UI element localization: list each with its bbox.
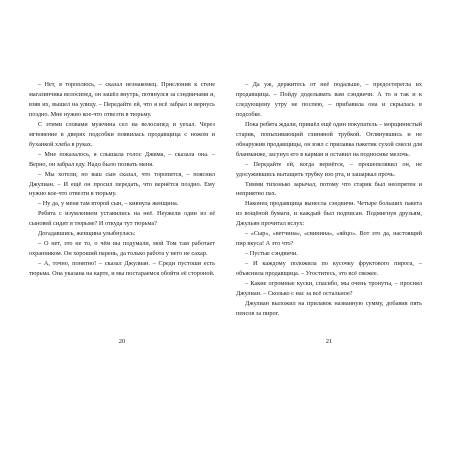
paragraph: – Ну да, у меня там второй сын, – кивнула женщина.	[38, 200, 179, 208]
left-page	[29, 80, 215, 435]
paragraph: – Какие огромные куски, спасибо, мы очень тронуты, – просиял Джулиан. – Сколько с нас за всё остальное?	[236, 280, 422, 298]
paragraph: – «Сыр», «ветчина», «свинина», «яйцо». Вот это да, настоящий пир вкуса! А это что?	[236, 230, 422, 248]
paragraph: – Мне показалось, я слышала голос Джима, – сказала она. – Верно, он забрал еду. Надо было позвать меня.	[29, 150, 215, 168]
paragraph: – И каждому положила по кусочку фруктового пирога, – объяснила продавщица. – Угоститесь, это всё свежее.	[236, 260, 422, 278]
paragraph: – Да уж, держитесь от неё подальше, – предостерегла их продавщица. – Пойду доделывать вам сэндвичи. А то я так и к следующему утру не поспею, – прибавила она и скрылась в подсобке.	[236, 81, 422, 118]
paragraph: Пока ребята ждали, пришёл ещё один покупатель – морщинистый старик, попыхивающий глиняной трубкой. Оглянувшись и не обнаружив продавщицы, он взял с прилавка пакетик сухой смеси для бланманже, засунул его в карман и оставил на подносике мелочь.	[236, 120, 422, 158]
right-page-text	[236, 80, 422, 319]
paragraph: – А, точно, понятно! – сказал Джулиан. – Среди пустоши есть тюрьма. Она указана на карте, и мы постараемся обойти её стороной.	[29, 260, 215, 278]
left-page-text	[29, 80, 215, 279]
paragraph: Джулиан выложил на прилавок названную сумму, добавив пять пенсов за пирог.	[236, 299, 422, 317]
paragraph: Ребята с изумлением уставились на неё. Неужели один из её сыновей сидит в тюрьме? И откуда тут тюрьма?	[29, 210, 215, 228]
paragraph: – Нет, я тороплюсь, – сказал незнакомец. Прислонив к стене магазинчика велосипед, он зашёл внутрь, потянулся за сэндвичами и, взяв их, вышел на улицу. – Передайте ей, что я всё забрал и вернусь поздно. Мне нужно кое-что отвезти в тюрьму.	[29, 81, 215, 118]
paragraph: Догадавшись, женщина улыбнулась:	[38, 230, 136, 238]
paragraph: – Мы хотели, но ваш сын сказал, что торопится, – пояснил Джулиан. – И ещё он просил передать, что вернётся поздно. Ему нужно кое-что отвезти в тюрьму.	[29, 170, 215, 198]
paragraph: – Пустые сэндвичи.	[245, 250, 298, 258]
right-page	[236, 80, 422, 435]
paragraph: – Передайте ей, когда вернётся, – прошепелявил он, не удосужившись вытащить трубку изо рта, и зашаркал прочь.	[236, 160, 422, 178]
page-number: 21	[325, 338, 333, 345]
paragraph: Наконец продавщица вынесла сэндвичи. Четыре больших пакета из вощёной бумаги, и каждый был подписан. Подмигнув друзьям, Джульян прочитал вслух:	[236, 200, 422, 228]
paragraph: С этими словами мужчина сел на велосипед и уехал. Через мгновение в дверях подсобки появилась продавщица с ножом и буханкой хлеба в руках.	[29, 120, 215, 148]
paragraph: – О нет, это не то, о чём вы подумали, мой Том там работает охранником. Он хороший парень, да только работа у него не сахар.	[29, 240, 215, 258]
page-number: 20	[118, 338, 126, 345]
paragraph: Тимми тихонько зарычал, потому что старик был неопрятен и неприятно пах.	[236, 180, 422, 198]
